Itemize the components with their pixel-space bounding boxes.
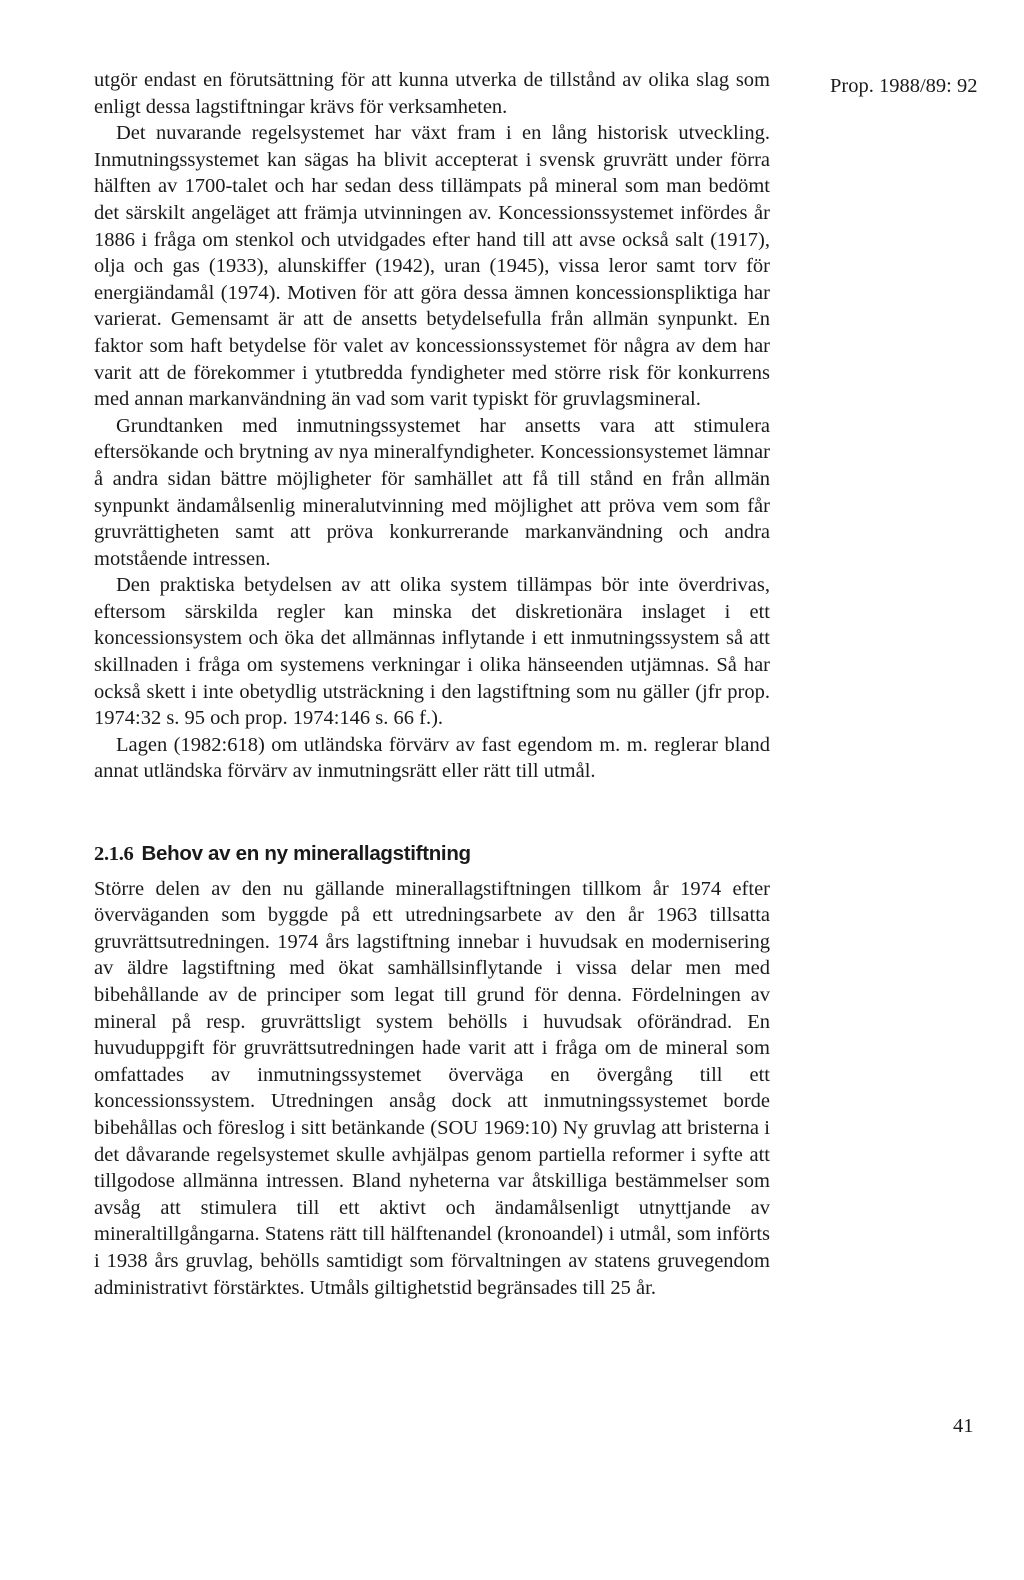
- text-column: [94, 67, 770, 1301]
- section-title: Behov av en ny minerallagstiftning: [141, 842, 471, 866]
- page-number: 41: [953, 1415, 974, 1437]
- section-number: 2.1.6: [94, 843, 134, 866]
- paragraph: utgör endast en förutsättning för att kunna utverka de tillstånd av olika slag som enligt dessa lagstiftningar krävs för verksamheten.: [94, 69, 770, 118]
- paragraph: Det nuvarande regelsystemet har växt fram i en lång historisk utveckling. Inmutningssystemet kan sägas ha blivit accepterat i svensk gruvrätt under förra hälften av 1700-talet och har sedan dess tillämpats på mineral som man bedömt det särskilt angeläget att främja utvinningen av. Koncessionssystemet infördes år 1886 i fråga om stenkol och utvidgades efter hand till att avse också salt (1917), olja och gas (1933), alunskiffer (1942), uran (1945), vissa leror samt torv för energiändamål (1974). Motiven för att göra dessa ämnen koncessionspliktiga har varierat. Gemensamt är att de ansetts betydelsefulla från allmän synpunkt. En faktor som haft betydelse för valet av koncessionssystemet för några av dem har varit att de förekommer i ytutbredda fyndigheter med större risk för konkurrens med annan markanvändning än vad som varit typiskt för gruvlagsmineral.: [94, 122, 770, 411]
- paragraph: Grundtanken med inmutningssystemet har ansetts vara att stimulera eftersökande och brytning av nya mineralfyndigheter. Koncessionsystemet lämnar å andra sidan bättre möjligheter för samhället att få till stånd en från allmän synpunkt ändamålsenlig mineralutvinning med möjlighet att pröva vem som får gruvrättigheten samt att pröva konkurrerande markanvändning och andra motstående intressen.: [94, 414, 770, 570]
- section-heading: [94, 841, 770, 868]
- paragraph: Den praktiska betydelsen av att olika system tillämpas bör inte överdrivas, eftersom särskilda regler kan minska det diskretionära inslaget i ett koncessionsystem och öka det allmännas inflytande i ett inmutningssystem så att skillnaden i fråga om systemens verkningar i olika hänseenden utjämnas. Så har också skett i inte obetydlig utsträckning i den lagstiftning som nu gäller (jfr prop. 1974:32 s. 95 och prop. 1974:146 s. 66 f.).: [94, 574, 770, 730]
- paragraph: Lagen (1982:618) om utländska förvärv av fast egendom m. m. reglerar bland annat utländska förvärv av inmutningsrätt eller rätt till utmål.: [94, 733, 770, 783]
- running-head: Prop. 1988/89: 92: [830, 75, 978, 97]
- paragraph: Större delen av den nu gällande minerallagstiftningen tillkom år 1974 efter överväganden som byggde på ett utredningsarbete av den år 1963 tillsatta gruvrättsutredningen. 1974 års lagstiftning innebar i huvudsak en modernisering av äldre lagstiftning med ökat samhällsinflytande i vissa delar men med bibehållande av de principer som legat till grund för denna. Fördelningen av mineral på resp. gruvrättsligt system behölls i huvudsak oförändrad. En huvuduppgift för gruvrättsutredningen hade varit att i fråga om de mineral som omfattades av inmutningssystemet överväga en övergång till ett koncessionssystem. Utredningen ansåg dock att inmutningssystemet borde bibehållas och föreslog i sitt betänkande (SOU 1969:10) Ny gruvlag att bristerna i det dåvarande regelsystemet skulle avhjälpas genom partiella reformer i syfte att tillgodose allmänna intressen. Bland nyheterna var åtskilliga bestämmelser som avsåg att stimulera till ett aktivt och ändamålsenligt utnyttjande av mineraltillgångarna. Statens rätt till hälftenandel (kronoandel) i utmål, som införts i 1938 års gruvlag, behölls samtidigt som förvaltningen av statens gruvegendom administrativt förstärktes. Utmåls giltighetstid begränsades till 25 år.: [94, 877, 770, 1299]
